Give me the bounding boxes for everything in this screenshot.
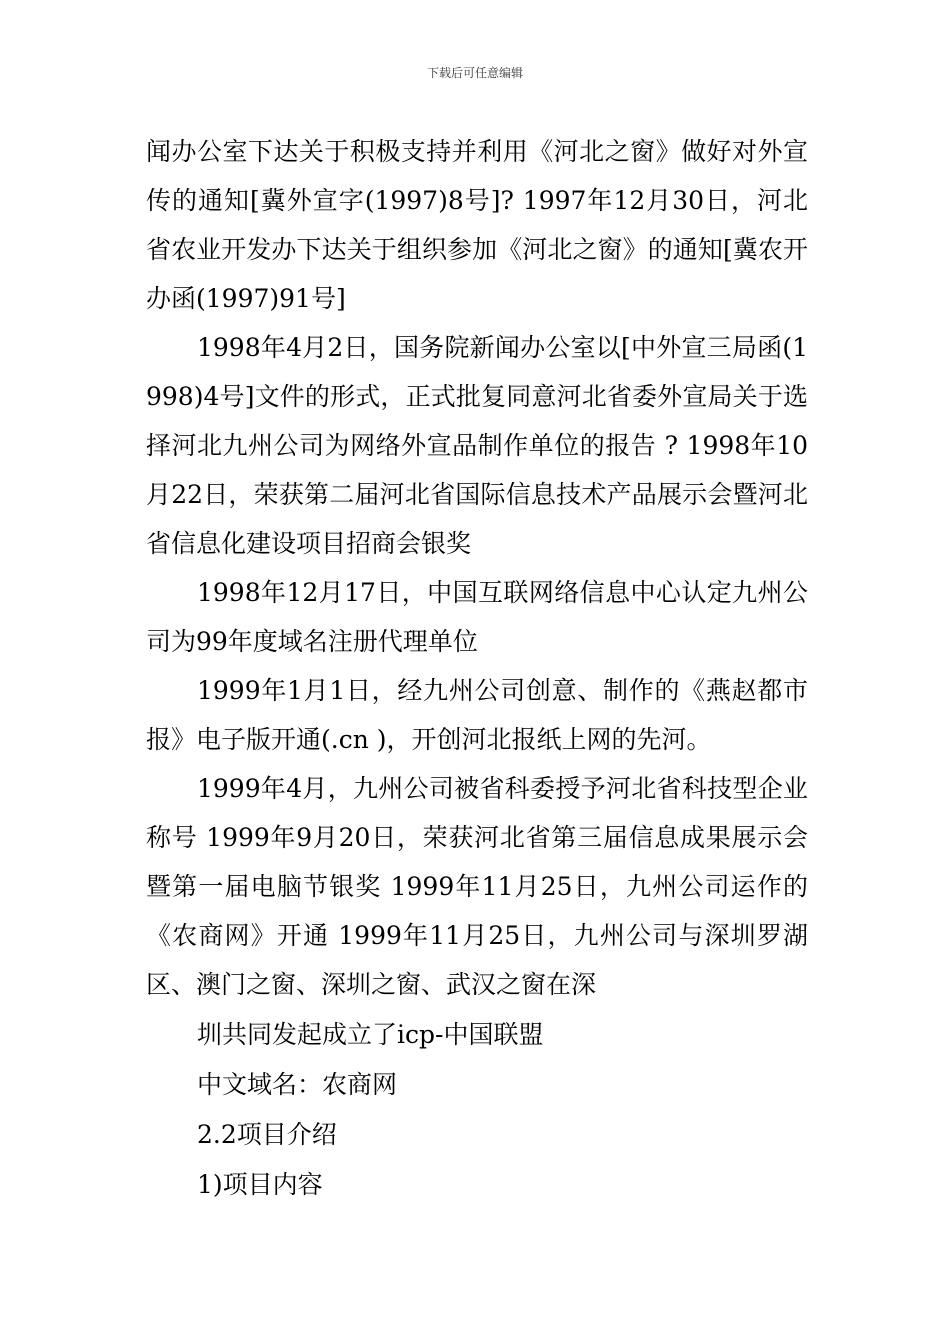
paragraph: 闻办公室下达关于积极支持并利用《河北之窗》做好对外宣传的通知[冀外宣字(1997)8号]? 1997年12月30日，河北省农业开发办下达关于组织参加《河北之窗》的通知[冀农开办函(1997)91号] [146,137,808,313]
paragraph: 圳共同发起成立了icp-中国联盟 [197,1020,544,1049]
document-body [146,127,808,1209]
paragraph: 1999年1月1日，经九州公司创意、制作的《燕赵都市报》电子版开通(.cn )，开创河北报纸上网的先河。 [146,676,808,754]
paragraph: 1998年12月17日，中国互联网络信息中心认定九州公司为99年度域名注册代理单位 [146,578,808,656]
paragraph: 1999年4月，九州公司被省科委授予河北省科技型企业称号 1999年9月20日，荣获河北省第三届信息成果展示会暨第一届电脑节银奖 1999年11月25日，九州公司运作的《农商网》开通 1999年11月25日，九州公司与深圳罗湖区、澳门之窗、深圳之窗、武汉之窗在深 [146,774,808,999]
page-header: 下载后可任意编辑 [426,66,523,80]
subsection-heading: 1)项目内容 [197,1170,323,1199]
paragraph: 1998年4月2日，国务院新闻办公室以[中外宣三局函(1998)4号]文件的形式，正式批复同意河北省委外宣局关于选择河北九州公司为网络外宣品制作单位的报告 ? 1998年10月22日，荣获第二届河北省国际信息技术产品展示会暨河北省信息化建设项目招商会银奖 [146,333,808,558]
section-heading: 2.2项目介绍 [197,1120,337,1149]
paragraph: 中文域名：农商网 [197,1070,398,1099]
